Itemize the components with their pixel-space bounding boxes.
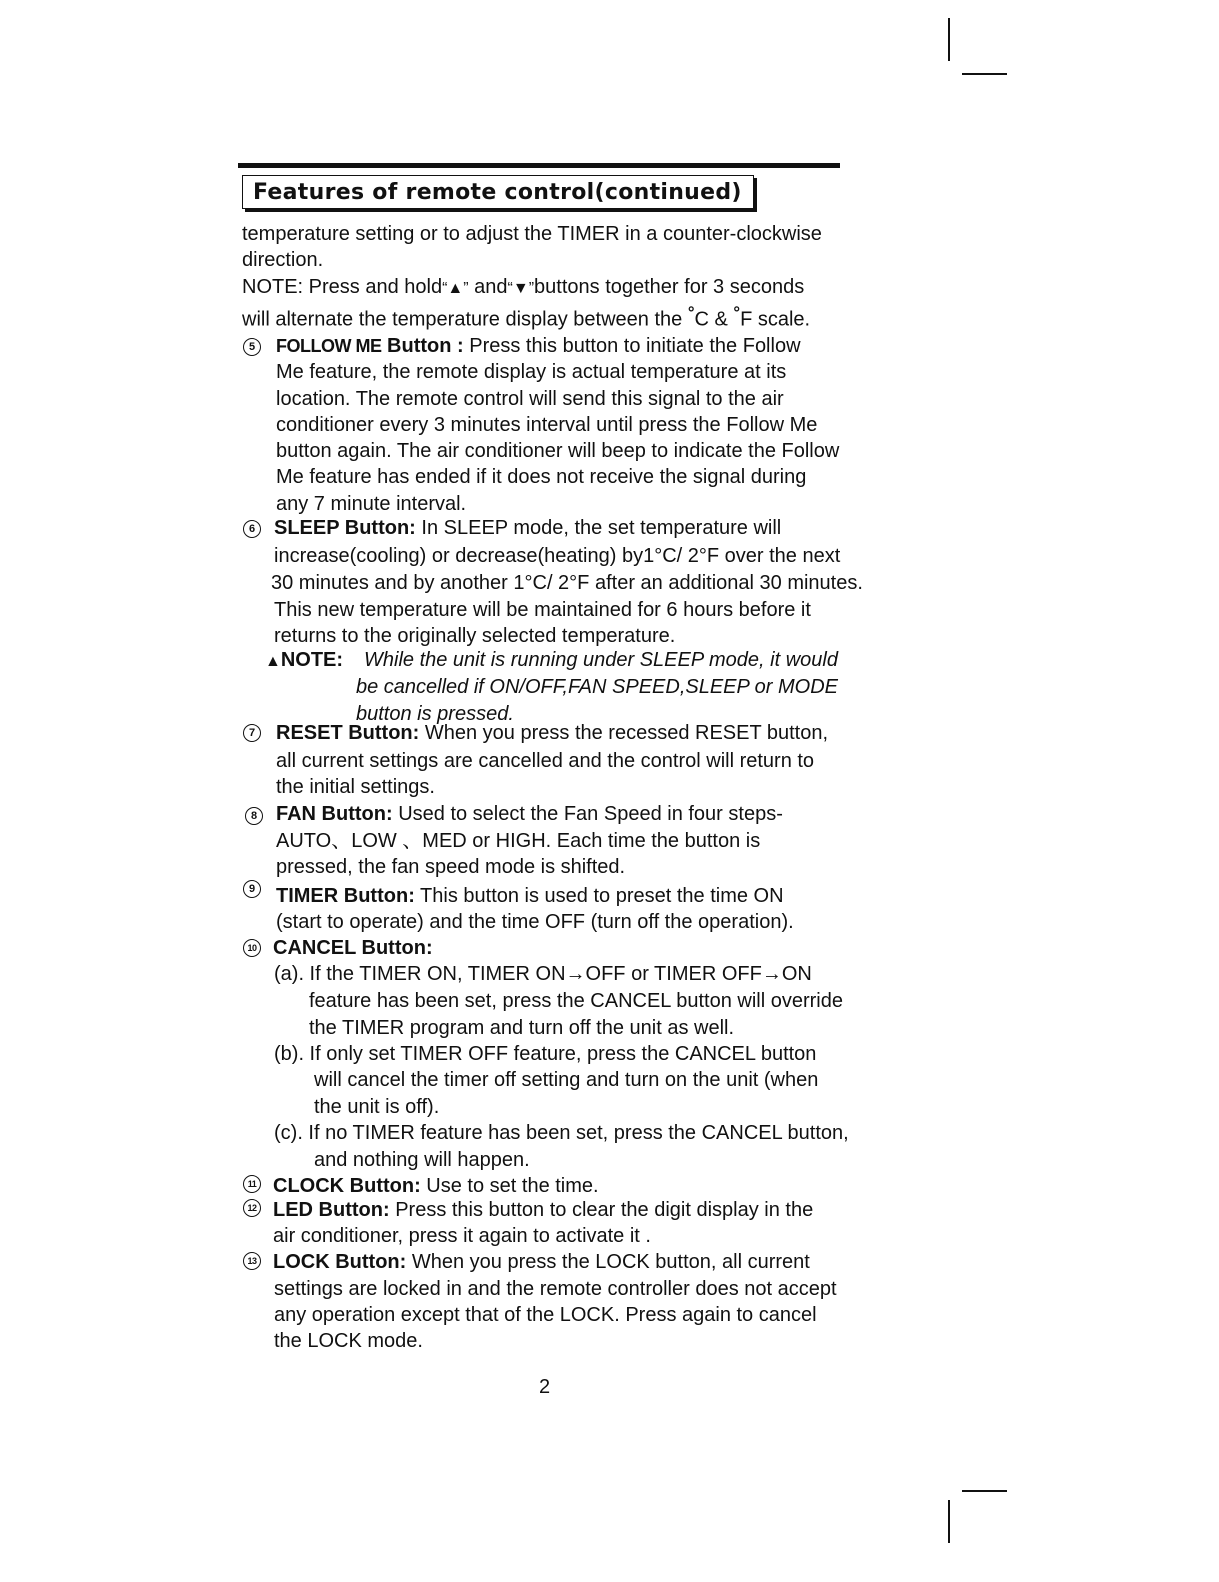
led-label: LED Button: <box>273 1199 390 1221</box>
cancel-b-line: will cancel the timer off setting and turn on the unit (when <box>314 1069 819 1091</box>
sleep-note-line: While the unit is running under SLEEP mode, it would <box>364 649 838 671</box>
note-line: will alternate the temperature display between the °C & °F scale. <box>242 303 811 331</box>
sleep-line: This new temperature will be maintained for 6 hours before it <box>274 599 811 621</box>
lock-line: the LOCK mode. <box>274 1330 423 1352</box>
item-number-5: 5 <box>243 338 261 356</box>
header-rule <box>238 163 840 168</box>
sleep-line: returns to the originally selected temperature. <box>274 625 676 647</box>
led-line: LED Button: Press this button to clear the digit display in the <box>273 1199 814 1221</box>
clock-line: CLOCK Button: Use to set the time. <box>273 1175 599 1197</box>
section-heading: Features of remote control(continued) <box>253 180 742 205</box>
lock-line: settings are locked in and the remote controller does not accept <box>274 1278 837 1300</box>
follow-me-line: location. The remote control will send this signal to the air <box>276 388 784 410</box>
item-number-12: 12 <box>243 1199 261 1217</box>
up-arrow-icon: “▲” <box>442 280 469 297</box>
sleep-line: 30 minutes and by another 1°C/ 2°F after an additional 30 minutes. <box>271 572 863 594</box>
reset-line: RESET Button: When you press the recessed RESET button, <box>276 722 829 744</box>
follow-me-line: FOLLOW ME Button : Press this button to initiate the Follow <box>276 335 801 357</box>
crop-mark-bottom-horizontal <box>962 1490 1007 1492</box>
item-number-9: 9 <box>243 880 261 898</box>
sleep-note: ▲NOTE: <box>265 649 344 671</box>
lock-line: LOCK Button: When you press the LOCK button, all current <box>273 1251 810 1273</box>
sleep-note-line: button is pressed. <box>356 703 514 725</box>
lock-line: any operation except that of the LOCK. Press again to cancel <box>274 1304 817 1326</box>
cancel-line <box>273 936 433 960</box>
note-line: NOTE: Press and hold“▲” and“▼”buttons together for 3 seconds <box>242 276 805 298</box>
page-number: 2 <box>539 1376 551 1398</box>
item-number-6: 6 <box>243 520 261 538</box>
lock-label: LOCK Button: <box>273 1251 407 1273</box>
crop-mark-bottom-vertical <box>948 1500 950 1543</box>
follow-me-line: conditioner every 3 minutes interval until press the Follow Me <box>276 414 818 436</box>
led-line: air conditioner, press it again to activate it . <box>273 1225 651 1247</box>
cancel-a-line: the TIMER program and turn off the unit as well. <box>309 1017 735 1039</box>
reset-line: the initial settings. <box>276 776 435 798</box>
cancel-c-line: and nothing will happen. <box>314 1149 530 1171</box>
warning-icon: ▲ <box>265 653 281 670</box>
item-number-11: 11 <box>243 1175 261 1193</box>
sleep-line: increase(cooling) or decrease(heating) by1°C/ 2°F over the next <box>274 545 841 567</box>
fan-line: AUTO、LOW 、MED or HIGH. Each time the button is <box>276 830 761 852</box>
cancel-c-line: (c). If no TIMER feature has been set, press the CANCEL button, <box>274 1122 849 1144</box>
cancel-label: CANCEL Button: <box>273 937 433 959</box>
timer-label: TIMER Button: <box>276 885 415 907</box>
reset-label: RESET Button: <box>276 722 420 744</box>
fan-label: FAN Button: <box>276 803 393 825</box>
clock-label: CLOCK Button: <box>273 1175 421 1197</box>
follow-me-line: any 7 minute interval. <box>276 493 467 515</box>
cancel-a-line: (a). If the TIMER ON, TIMER ON→OFF or TIMER OFF→ON <box>274 963 812 985</box>
sleep-label: SLEEP Button: <box>274 517 416 539</box>
section-heading-box <box>242 175 754 209</box>
timer-line: (start to operate) and the time OFF (turn off the operation). <box>276 911 794 933</box>
fan-line: pressed, the fan speed mode is shifted. <box>276 856 626 878</box>
follow-me-line: Me feature, the remote display is actual temperature at its <box>276 361 787 383</box>
follow-me-label: FOLLOW ME <box>276 336 382 356</box>
intro-line: temperature setting or to adjust the TIMER in a counter-clockwise <box>242 223 822 245</box>
cancel-b-line: the unit is off). <box>314 1096 440 1118</box>
item-number-8: 8 <box>245 807 263 825</box>
sleep-line: SLEEP Button: In SLEEP mode, the set temperature will <box>274 517 782 539</box>
reset-line: all current settings are cancelled and the control will return to <box>276 750 815 772</box>
intro-line: direction. <box>242 249 324 271</box>
item-number-13: 13 <box>243 1252 261 1270</box>
cancel-a-line: feature has been set, press the CANCEL button will override <box>309 990 843 1012</box>
cancel-b-line: (b). If only set TIMER OFF feature, press the CANCEL button <box>274 1043 817 1065</box>
fan-line: FAN Button: Used to select the Fan Speed in four steps- <box>276 803 783 825</box>
sleep-note-line: be cancelled if ON/OFF,FAN SPEED,SLEEP or MODE <box>356 676 839 698</box>
follow-me-line: button again. The air conditioner will beep to indicate the Follow <box>276 440 840 462</box>
timer-line: TIMER Button: This button is used to preset the time ON <box>276 885 784 907</box>
item-number-10: 10 <box>243 939 261 957</box>
crop-mark-top-vertical <box>948 18 950 61</box>
down-arrow-icon: “▼” <box>507 280 535 297</box>
follow-me-line: Me feature has ended if it does not receive the signal during <box>276 466 807 488</box>
item-number-7: 7 <box>243 724 261 742</box>
crop-mark-top-horizontal <box>962 73 1007 75</box>
